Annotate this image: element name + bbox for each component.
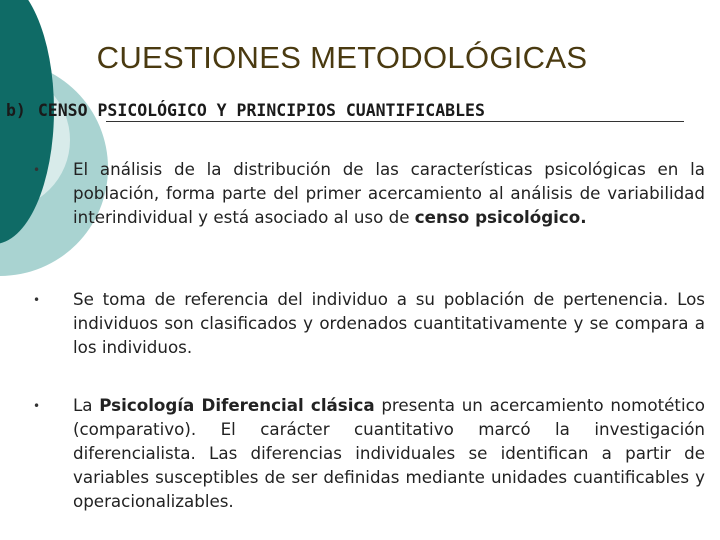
bullet-marker: • <box>33 293 41 307</box>
bullet-text: La <box>73 395 100 415</box>
subtitle-text: CENSO PSICOLÓGICO Y PRINCIPIOS CUANTIFICABLES <box>37 101 485 120</box>
bullet-text-tail: presenta un acercamiento nomotético (comparativo). El carácter cuantitativo marcó la investigación diferencialista. Las diferencias individuales se identifican a partir de variables susceptibles de ser definidas mediante unidades cuantificables y operacionalizables. <box>73 395 705 511</box>
bullet-item <box>73 393 705 513</box>
bullet-text: El análisis de la distribución de las características psicológicas en la población, forma parte del primer acercamiento al análisis de variabilidad interindividual y está asociado al uso de <box>73 159 705 227</box>
bullet-bold-text: Psicología Diferencial clásica <box>99 395 375 415</box>
slide-title: CUESTIONES METODOLÓGICAS <box>96 40 588 75</box>
bullet-bold-text: censo psicológico. <box>414 207 587 227</box>
bullet-marker: • <box>33 163 41 177</box>
bullet-marker: • <box>33 399 41 413</box>
bullet-item <box>73 157 705 229</box>
bullet-item <box>73 287 705 359</box>
bullet-text: Se toma de referencia del individuo a su población de pertenencia. Los individuos son clasificados y ordenados cuantitativamente y se compara a los individuos. <box>73 289 705 357</box>
subtitle-marker: b) <box>6 101 26 120</box>
